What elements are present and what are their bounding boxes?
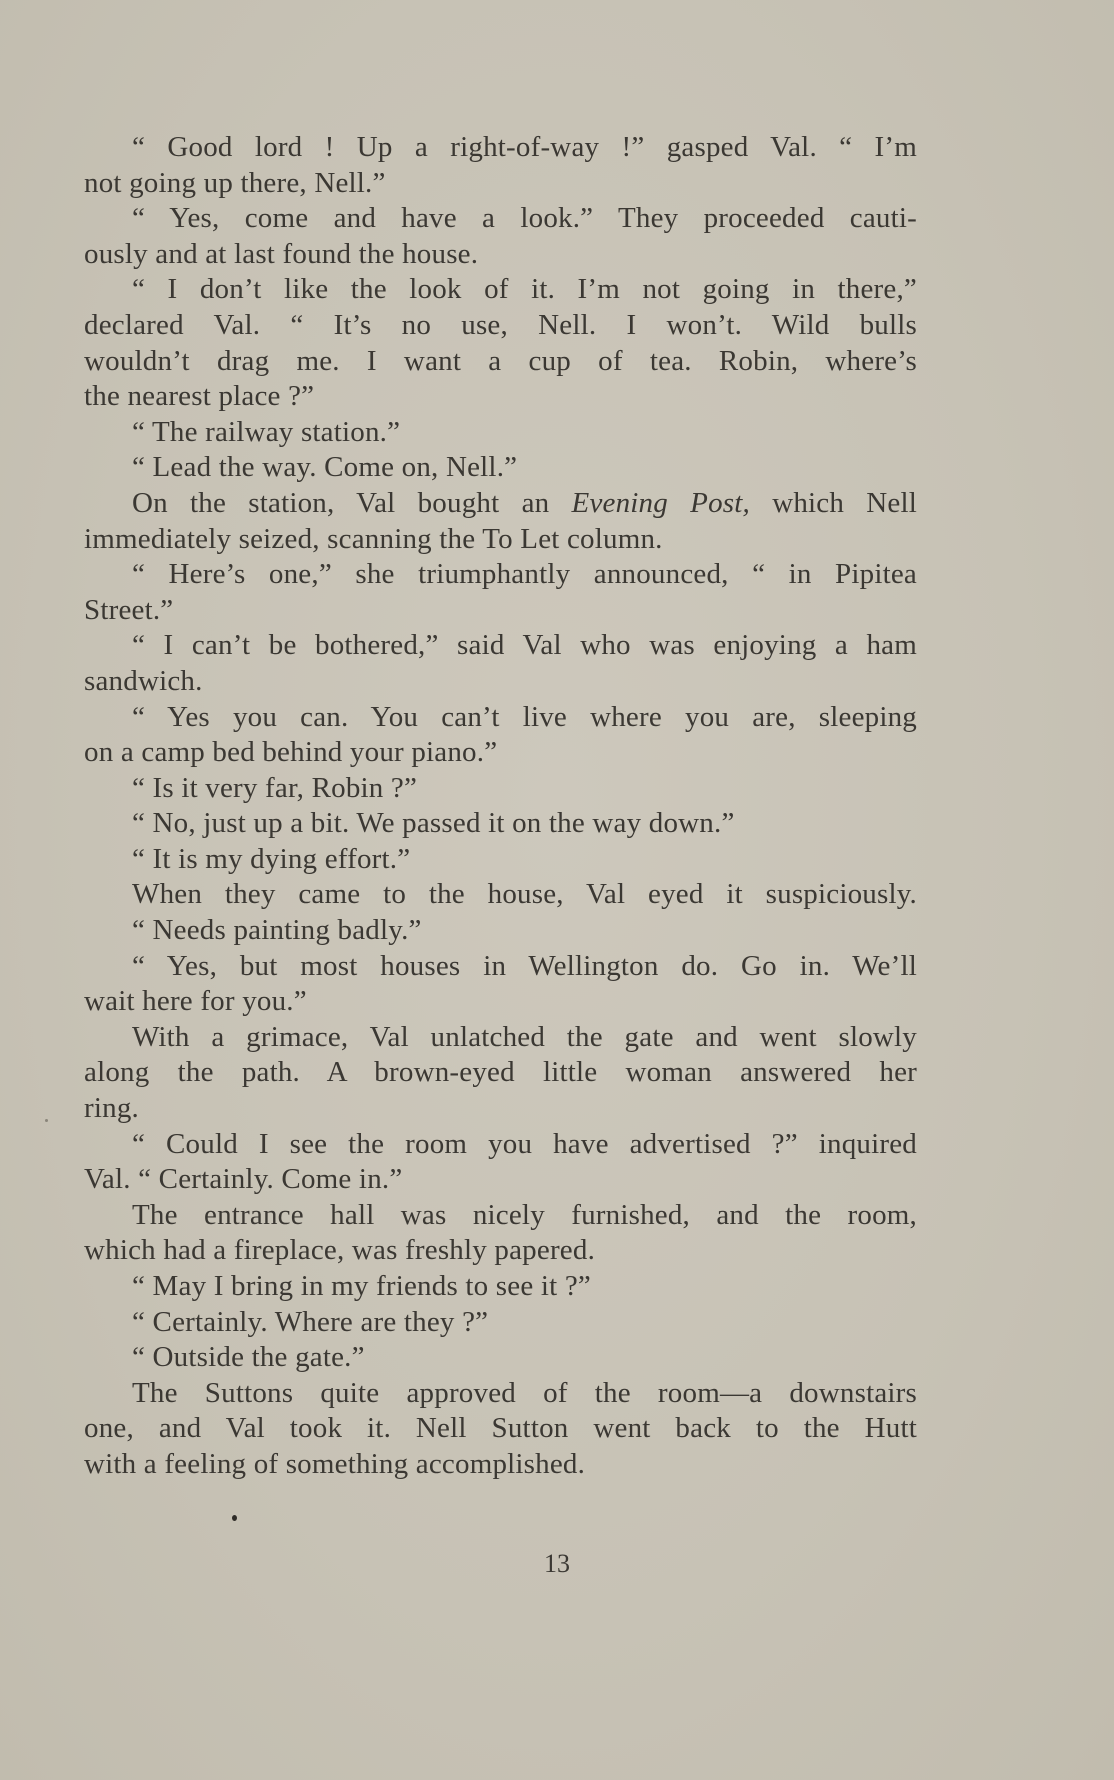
text-line: declared Val. “ It’s no use, Nell. I won’t. Wild bulls [84, 308, 917, 341]
ink-speck [232, 1515, 237, 1521]
text-line: Val. “ Certainly. Come in.” [84, 1163, 403, 1196]
text-line: “ Outside the gate.” [132, 1341, 365, 1374]
text-line: When they came to the house, Val eyed it suspiciously. [132, 878, 917, 911]
text-line: “ No, just up a bit. We passed it on the way down.” [132, 807, 735, 840]
text-line: “ I can’t be bothered,” said Val who was enjoying a ham [132, 629, 917, 662]
text-line: along the path. A brown-eyed little woman answered her [84, 1056, 917, 1089]
text-line: “ Needs painting badly.” [132, 914, 422, 947]
text-line: ring. [84, 1092, 139, 1125]
text-line: “ Good lord ! Up a right-of-way !” gasped Val. “ I’m [132, 131, 917, 163]
italic-text: Evening Post, [571, 486, 750, 519]
text-line: The Suttons quite approved of the room—a downstairs [132, 1376, 917, 1409]
text-line: With a grimace, Val unlatched the gate and went slowly [132, 1020, 917, 1053]
text-line: “ Certainly. Where are they ?” [132, 1305, 489, 1338]
text-span: which Nell [749, 486, 917, 519]
body-text [84, 130, 917, 1483]
page-number: 13 [544, 1549, 570, 1578]
text-line: immediately seized, scanning the To Let column. [84, 522, 663, 555]
text-line: sandwich. [84, 664, 203, 697]
text-line: the nearest place ?” [84, 380, 315, 413]
ink-speck [45, 1119, 48, 1122]
text-line: “ It is my dying effort.” [132, 842, 411, 875]
text-line: which had a fireplace, was freshly papered. [84, 1234, 596, 1267]
text-line: “ Yes, come and have a look.” They proceeded cauti- [132, 202, 917, 235]
text-line: “ Could I see the room you have advertised ?” inquired [132, 1127, 917, 1160]
text-line: “ Is it very far, Robin ?” [132, 771, 418, 804]
text-line: with a feeling of something accomplished. [84, 1447, 586, 1480]
text-line: “ Lead the way. Come on, Nell.” [132, 451, 518, 484]
text-span: On the station, Val bought an [132, 486, 572, 519]
text-line: “ The railway station.” [132, 415, 401, 448]
text-line: ously and at last found the house. [84, 237, 479, 270]
text-line: “ Yes you can. You can’t live where you are, sleeping [132, 700, 917, 733]
text-line: “ May I bring in my friends to see it ?” [132, 1270, 591, 1302]
text-line: wouldn’t drag me. I want a cup of tea. Robin, where’s [84, 344, 917, 377]
text-line: one, and Val took it. Nell Sutton went back to the Hutt [84, 1412, 917, 1445]
text-line: “ I don’t like the look of it. I’m not going in there,” [132, 273, 917, 306]
text-line: Street.” [84, 593, 174, 626]
text-line: The entrance hall was nicely furnished, and the room, [132, 1198, 917, 1231]
text-line [84, 486, 917, 522]
text-line: not going up there, Nell.” [84, 166, 386, 199]
text-line: on a camp bed behind your piano.” [84, 736, 498, 769]
text-line: “ Yes, but most houses in Wellington do. Go in. We’ll [132, 949, 917, 982]
text-line: wait here for you.” [84, 985, 307, 1018]
text-line: “ Here’s one,” she triumphantly announced, “ in Pipitea [132, 558, 917, 591]
